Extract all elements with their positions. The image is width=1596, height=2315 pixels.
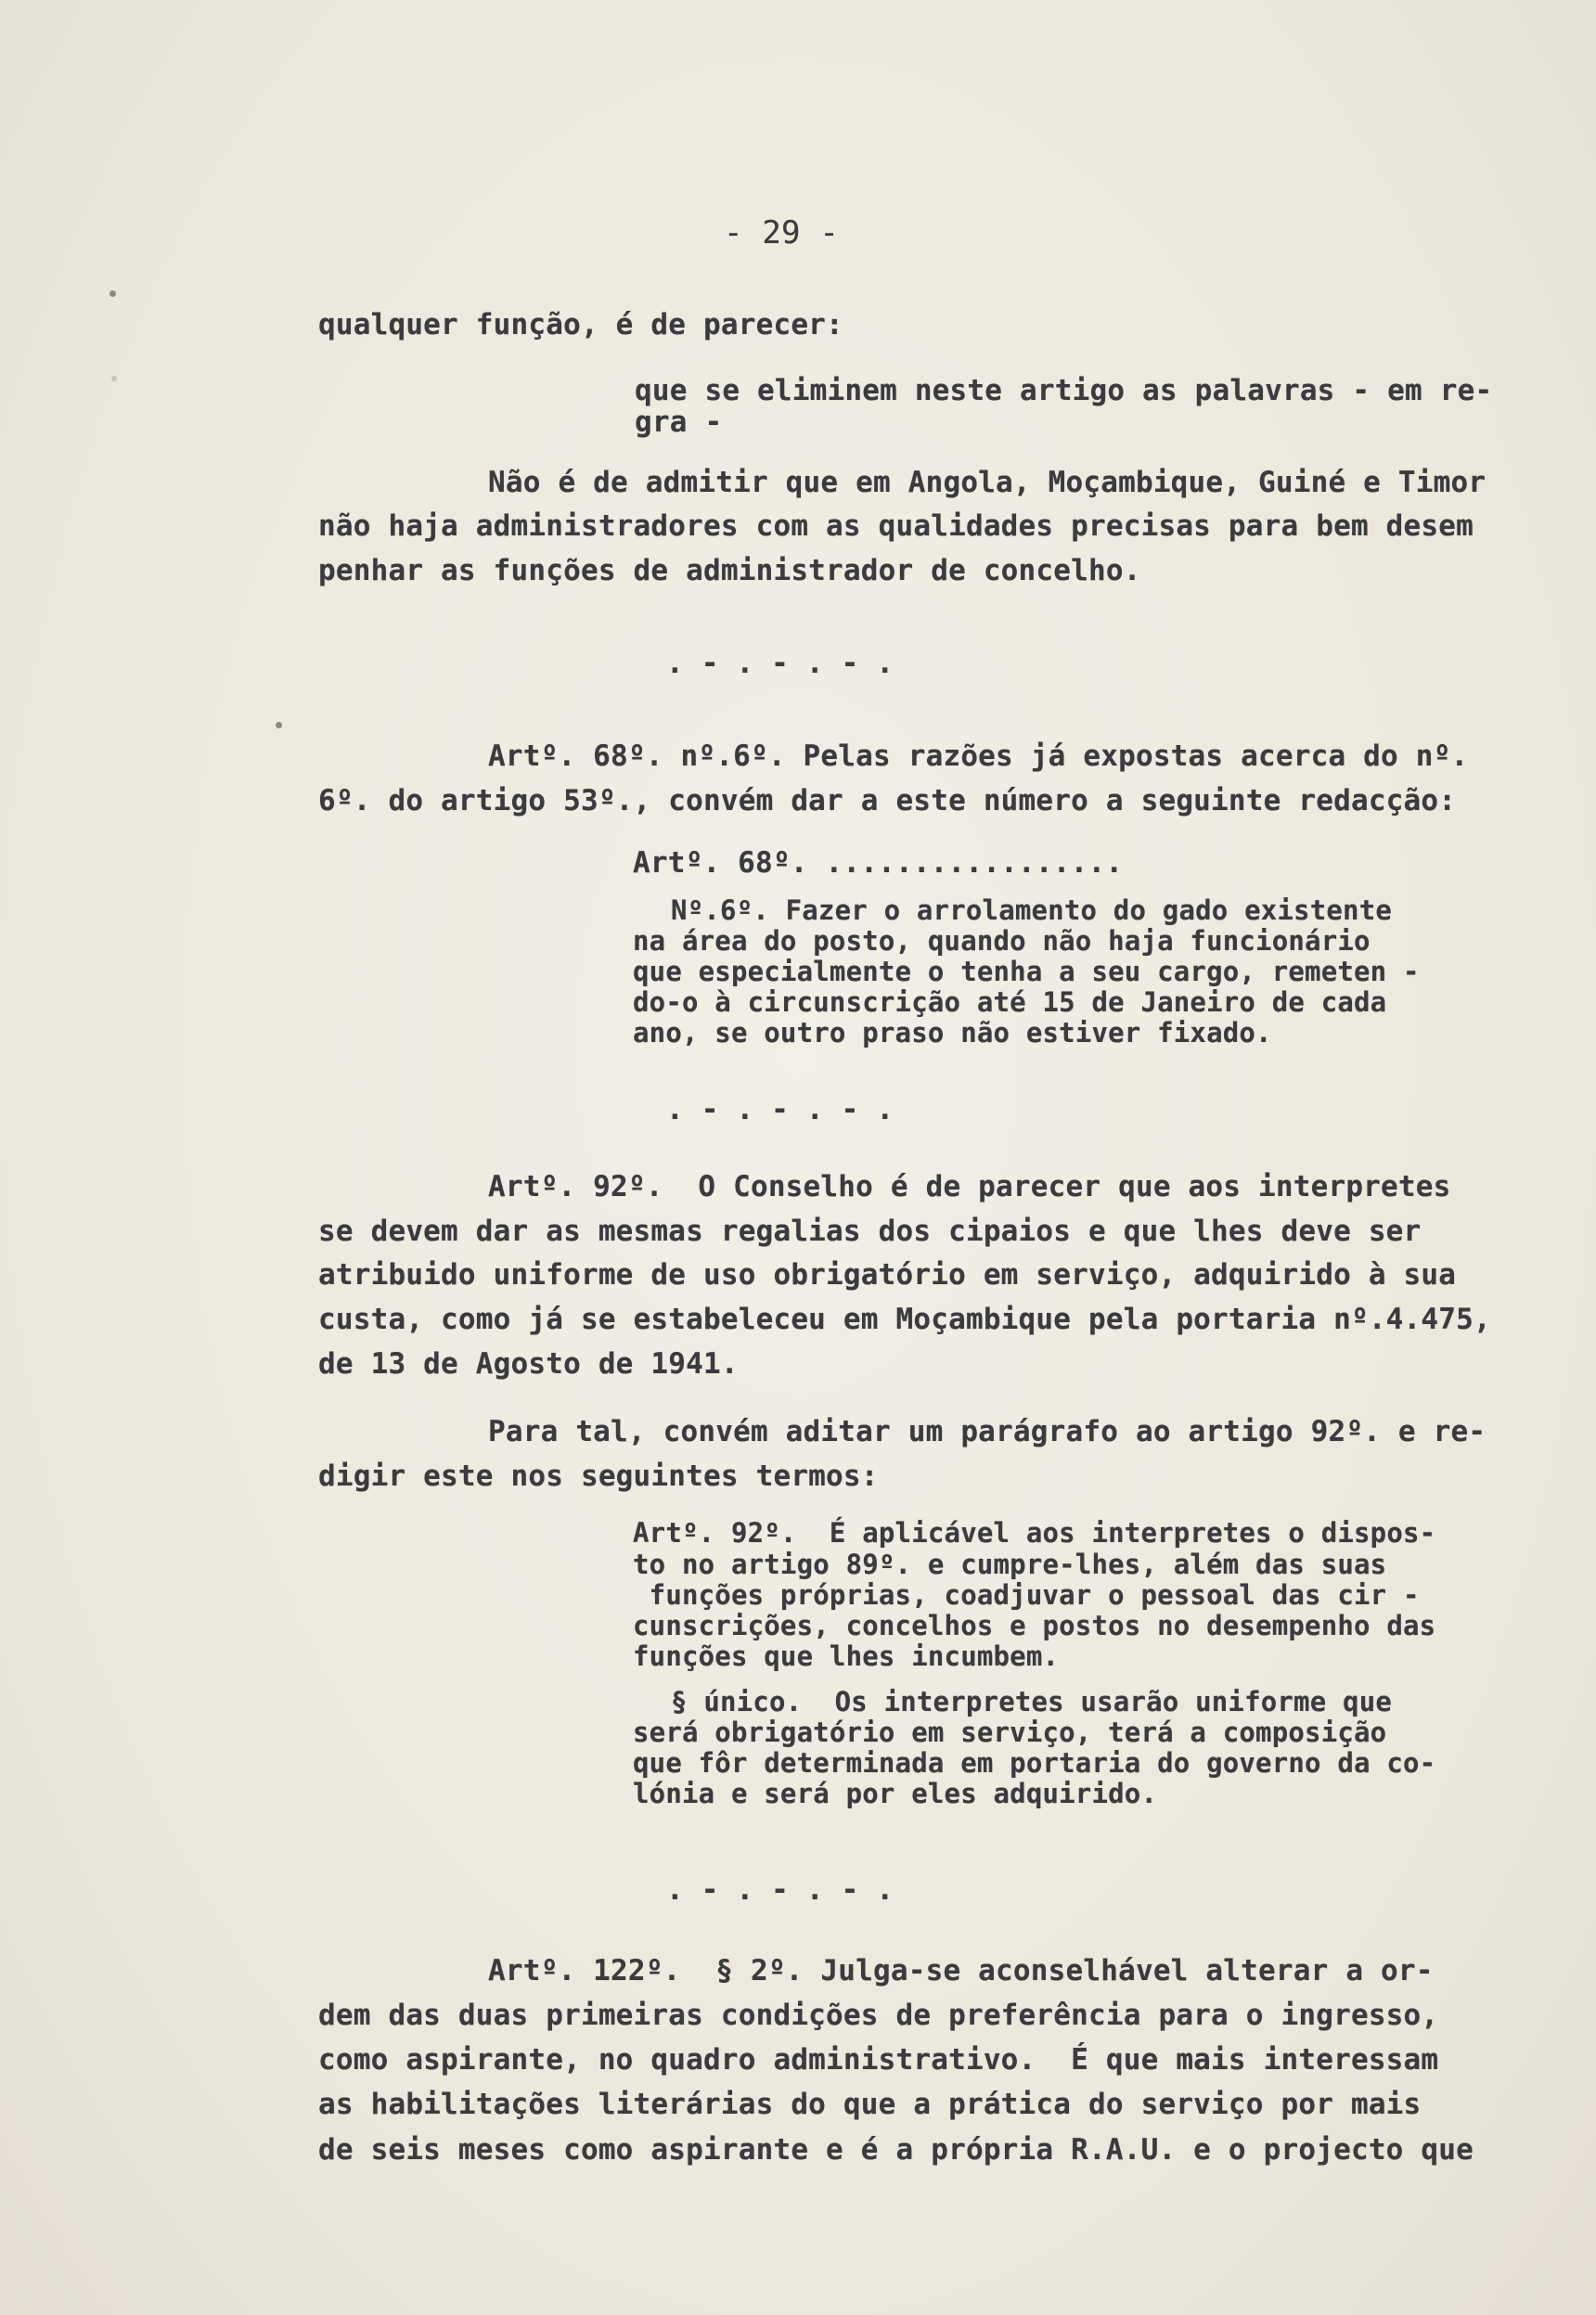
paragraph-line: se devem dar as mesmas regalias dos cipaios e que lhes deve ser: [318, 1215, 1422, 1248]
quote-line: Nº.6º. Fazer o arrolamento do gado existente: [671, 894, 1393, 926]
paper-speck: [109, 290, 116, 297]
paragraph-line: de 13 de Agosto de 1941.: [318, 1347, 739, 1381]
quote-line: lónia e será por eles adquirido.: [633, 1778, 1158, 1809]
paper-speck: [111, 376, 117, 381]
section-separator: . - . - . - .: [666, 1093, 895, 1126]
quote-line: na área do posto, quando não haja funcionário: [633, 925, 1371, 957]
paragraph-line: as habilitações literárias do que a prática do serviço por mais: [318, 2088, 1422, 2121]
paragraph-line: digir este nos seguintes termos:: [318, 1460, 879, 1493]
quote-heading: Artº. 68º. .................: [633, 846, 1124, 880]
intro-line: qualquer função, é de parecer:: [318, 308, 843, 341]
paragraph-line: como aspirante, no quadro administrativo. É que mais interessam: [318, 2043, 1439, 2077]
section-separator: . - . - . - .: [666, 647, 895, 680]
quote-line: funções próprias, coadjuvar o pessoal das cir -: [633, 1579, 1420, 1611]
quote-line: que fôr determinada em portaria do governo da co-: [633, 1747, 1436, 1779]
paragraph-line: 6º. do artigo 53º., convém dar a este número a seguinte redacção:: [318, 784, 1457, 817]
paragraph-line: custa, como já se estabeleceu em Moçambique pela portaria nº.4.475,: [318, 1303, 1491, 1336]
quote-line: ano, se outro praso não estiver fixado.: [633, 1017, 1272, 1048]
page-number: - 29 -: [724, 214, 840, 251]
paragraph-line: Artº. 92º. O Conselho é de parecer que aos interpretes: [488, 1170, 1451, 1203]
quote-line: funções que lhes incumbem.: [633, 1640, 1060, 1672]
paragraph-line: dem das duas primeiras condições de preferência para o ingresso,: [318, 1999, 1439, 2032]
quote-line: § único. Os interpretes usarão uniforme que: [671, 1686, 1393, 1717]
intro-quote-line: que se eliminem neste artigo as palavras - em re-: [635, 374, 1493, 407]
quote-line: do-o à circunscrição até 15 de Janeiro de cada: [633, 986, 1387, 1018]
quote-line: cunscrições, concelhos e postos no desempenho das: [633, 1610, 1436, 1641]
paper-speck: [276, 722, 282, 728]
quote-line: Artº. 92º. É aplicável aos interpretes o dispos-: [633, 1517, 1436, 1549]
section-separator: . - . - . - .: [666, 1873, 895, 1907]
quote-line: que especialmente o tenha a seu cargo, remeten -: [633, 956, 1420, 987]
paragraph-line: Artº. 68º. nº.6º. Pelas razões já expostas acerca do nº.: [488, 740, 1469, 773]
paragraph-line: atribuido uniforme de uso obrigatório em serviço, adquirido à sua: [318, 1258, 1457, 1292]
paragraph-line: Artº. 122º. § 2º. Julga-se aconselhável alterar a or-: [488, 1954, 1434, 1987]
paragraph-line: Não é de admitir que em Angola, Moçambique, Guiné e Timor: [488, 466, 1487, 499]
intro-quote-line: gra -: [635, 405, 723, 439]
quote-line: será obrigatório em serviço, terá a composição: [633, 1717, 1387, 1748]
paragraph-line: de seis meses como aspirante e é a própria R.A.U. e o projecto que: [318, 2133, 1474, 2167]
paragraph-line: não haja administradores com as qualidades precisas para bem desem: [318, 509, 1474, 543]
paragraph-line: Para tal, convém aditar um parágrafo ao artigo 92º. e re-: [488, 1415, 1487, 1448]
quote-line: to no artigo 89º. e cumpre-lhes, além das suas: [633, 1549, 1387, 1580]
paragraph-line: penhar as funções de administrador de concelho.: [318, 554, 1141, 587]
